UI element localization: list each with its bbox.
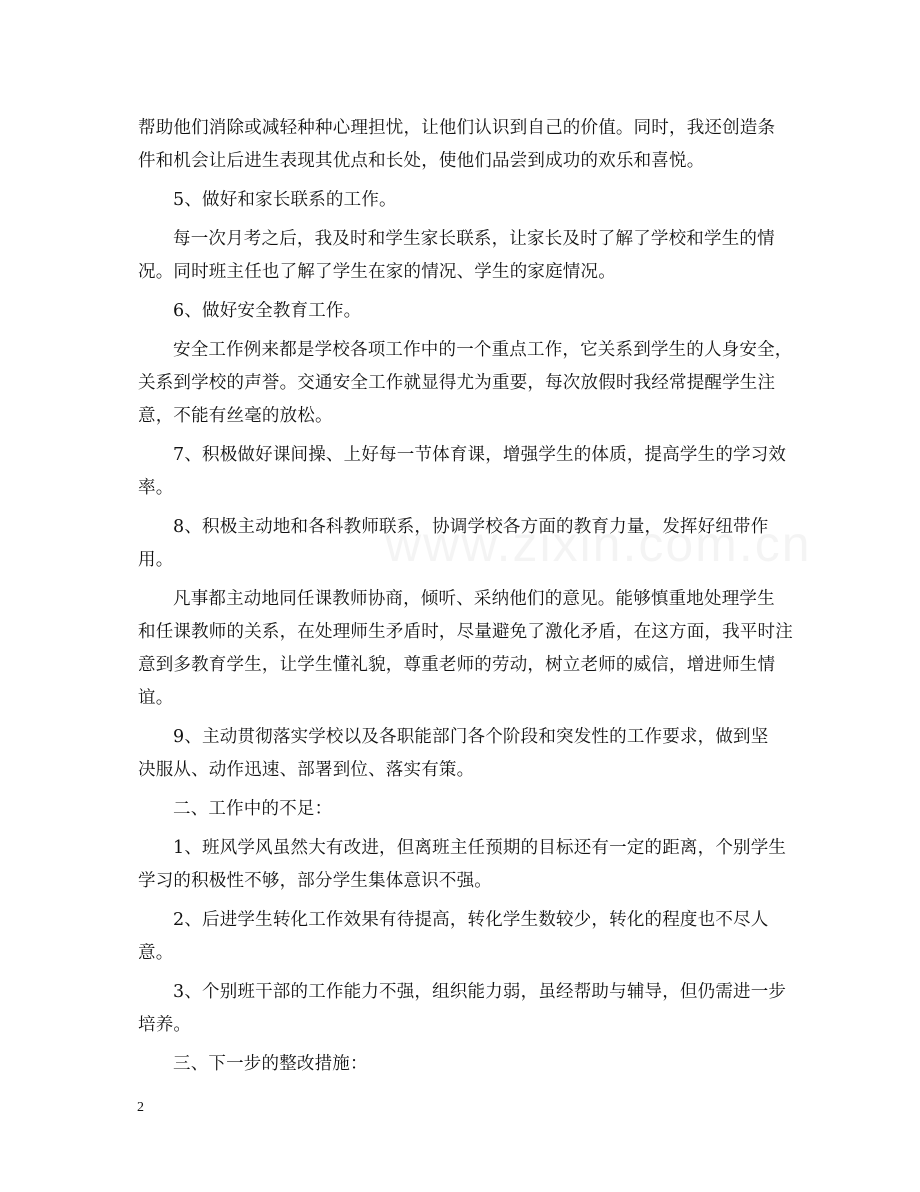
document-body — [138, 112, 798, 1081]
page-number: 2 — [137, 1100, 144, 1115]
paragraph-line: 培养。 — [138, 1015, 192, 1035]
paragraph-line: 学习的积极性不够，部分学生集体意识不强。 — [138, 871, 492, 891]
paragraph-line: 意到多教育学生，让学生懂礼貌，尊重老师的劳动，树立老师的威信，增进师生情 — [138, 655, 776, 675]
paragraph-line: 关系到学校的声誉。交通安全工作就显得尤为重要，每次放假时我经常提醒学生注 — [138, 373, 776, 393]
paragraph-line: 决服从、动作迅速、部署到位、落实有策。 — [138, 760, 475, 780]
paragraph-line: 每一次月考之后，我及时和学生家长联系，让家长及时了解了学校和学生的情 — [173, 229, 775, 249]
paragraph-line: 意。 — [138, 943, 174, 963]
paragraph-line: 帮助他们消除或减轻种种心理担忧，让他们认识到自己的价值。同时，我还创造条 — [138, 118, 776, 138]
paragraph-line: 谊。 — [138, 688, 174, 708]
section-heading-9: 9、主动贯彻落实学校以及各职能部门各个阶段和突发性的工作要求，做到坚 — [173, 727, 769, 747]
list-item-1: 1、班风学风虽然大有改进，但离班主任预期的目标还有一定的距离，个别学生 — [173, 838, 787, 858]
paragraph-line: 意，不能有丝毫的放松。 — [138, 406, 333, 426]
list-item-2: 2、后进学生转化工作效果有待提高，转化学生数较少，转化的程度也不尽人 — [173, 910, 769, 930]
section-heading-5: 5、做好和家长联系的工作。 — [173, 190, 397, 210]
section-heading-6: 6、做好安全教育工作。 — [173, 301, 362, 321]
section-heading-next-steps: 三、下一步的整改措施： — [173, 1054, 368, 1074]
section-heading-8: 8、积极主动地和各科教师联系，协调学校各方面的教育力量，发挥好纽带作 — [173, 517, 769, 537]
paragraph-line: 和任课教师的关系，在处理师生矛盾时，尽量避免了激化矛盾，在这方面，我平时注 — [138, 622, 793, 642]
list-item-3: 3、个别班干部的工作能力不强，组织能力弱，虽经帮助与辅导，但仍需进一步 — [173, 982, 787, 1002]
paragraph-line: 件和机会让后进生表现其优点和长处，使他们品尝到成功的欢乐和喜悦。 — [138, 151, 705, 171]
section-heading-7: 7、积极做好课间操、上好每一节体育课，增强学生的体质，提高学生的学习效 — [173, 445, 787, 465]
paragraph-line: 凡事都主动地同任课教师协商，倾听、采纳他们的意见。能够慎重地处理学生 — [173, 589, 775, 609]
paragraph-line: 安全工作例来都是学校各项工作中的一个重点工作，它关系到学生的人身安全， — [173, 340, 793, 360]
paragraph-line: 用。 — [138, 550, 174, 570]
paragraph-line: 率。 — [138, 478, 174, 498]
section-heading-shortcomings: 二、工作中的不足： — [173, 799, 333, 819]
paragraph-line: 况。同时班主任也了解了学生在家的情况、学生的家庭情况。 — [138, 262, 616, 282]
